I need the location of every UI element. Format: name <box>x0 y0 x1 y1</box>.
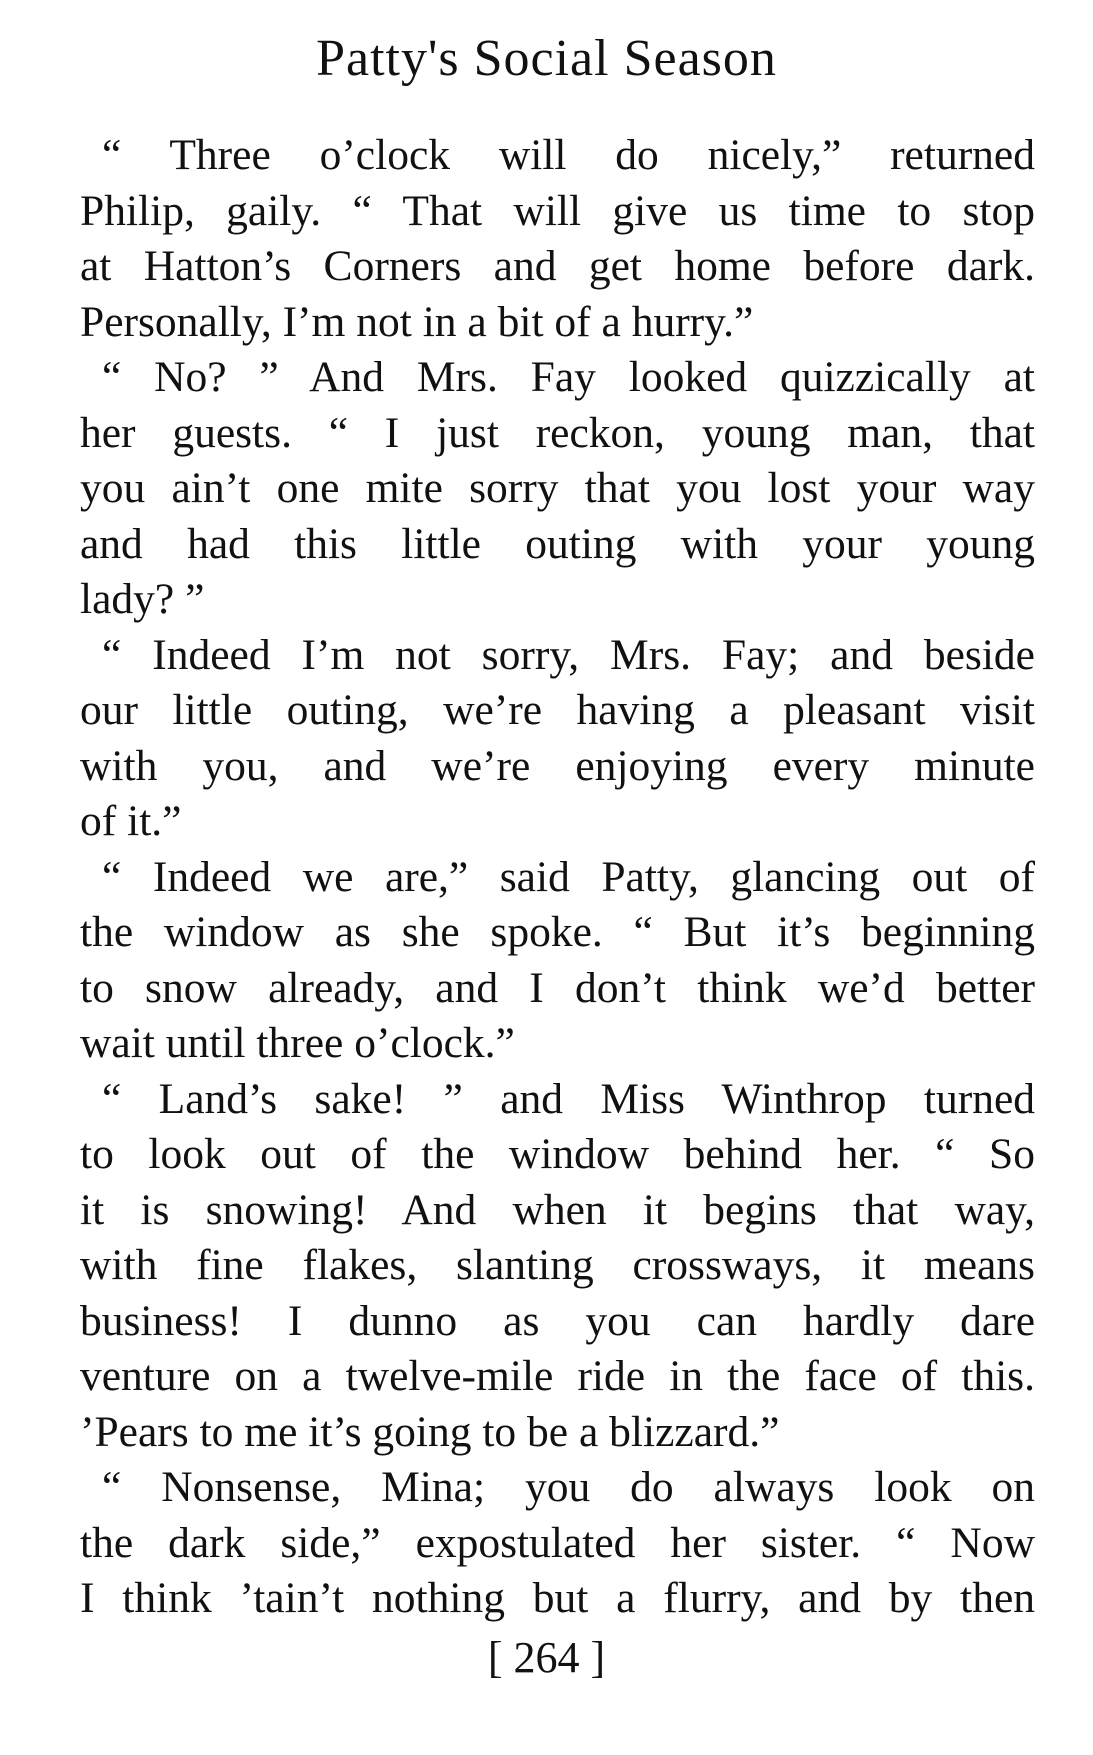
text-line: “ Indeed we are,” said Patty, glancing out of <box>102 852 1035 901</box>
text-line: to snow already, and I don’t think we’d better <box>80 963 1035 1012</box>
text-line: wait until three o’clock.” <box>80 1019 515 1067</box>
text-line: “ Nonsense, Mina; you do always look on <box>102 1463 1035 1511</box>
text-line: “ Three o’clock will do nicely,” returned <box>102 131 1035 179</box>
text-line: Personally, I’m not in a bit of a hurry.” <box>80 297 754 346</box>
text-line: the dark side,” expostulated her sister. “ Now <box>80 1518 1035 1567</box>
body-text <box>80 128 1035 1627</box>
text-line: “ Land’s sake! ” and Miss Winthrop turned <box>102 1074 1035 1123</box>
text-line: it is snowing! And when it begins that way, <box>80 1185 1035 1234</box>
text-line: venture on a twelve-mile ride in the face of this. <box>80 1352 1035 1400</box>
text-line: ’Pears to me it’s going to be a blizzard.” <box>80 1407 780 1456</box>
text-line: lady? ” <box>80 575 205 623</box>
running-head: Patty's Social Season <box>316 30 777 87</box>
text-line: the window as she spoke. “ But it’s beginning <box>80 908 1035 956</box>
page-number: [ 264 ] <box>487 1633 606 1682</box>
text-line: with fine flakes, slanting crossways, it means <box>80 1241 1035 1289</box>
text-line: business! I dunno as you can hardly dare <box>80 1296 1035 1345</box>
text-line: and had this little outing with your young <box>80 519 1035 568</box>
text-line: “ No? ” And Mrs. Fay looked quizzically at <box>102 353 1035 401</box>
text-line: at Hatton’s Corners and get home before dark. <box>80 242 1035 290</box>
text-line: to look out of the window behind her. “ So <box>80 1130 1035 1178</box>
text-line: I think ’tain’t nothing but a flurry, and by then <box>80 1574 1035 1622</box>
text-line: her guests. “ I just reckon, young man, that <box>80 408 1035 457</box>
text-line: with you, and we’re enjoying every minute <box>80 741 1035 790</box>
text-line: you ain’t one mite sorry that you lost your way <box>80 464 1035 512</box>
text-line: our little outing, we’re having a pleasant visit <box>80 686 1035 734</box>
text-line: Philip, gaily. “ That will give us time to stop <box>80 186 1035 235</box>
text-line: “ Indeed I’m not sorry, Mrs. Fay; and beside <box>102 630 1035 679</box>
text-line: of it.” <box>80 797 182 845</box>
